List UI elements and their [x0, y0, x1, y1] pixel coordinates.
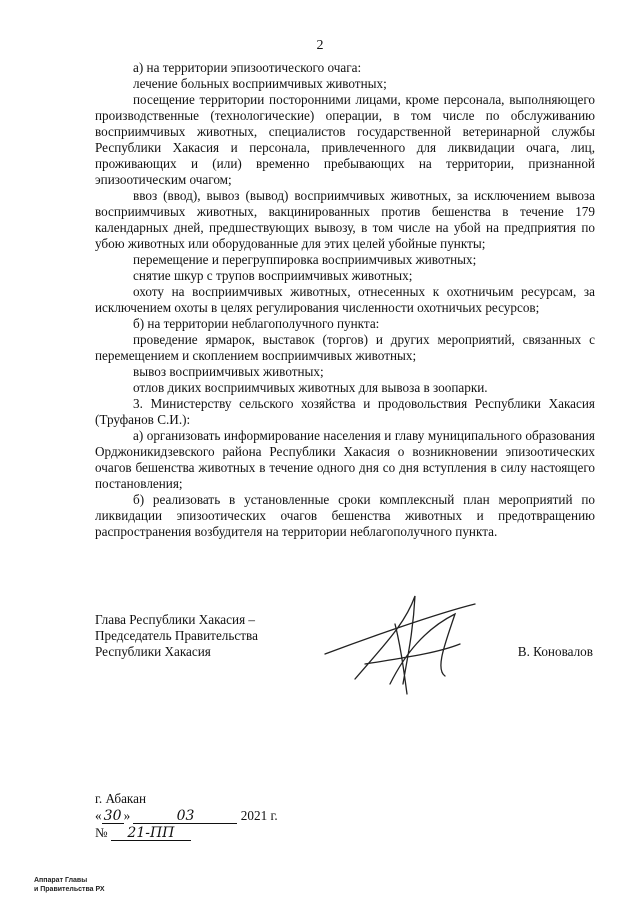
paragraph: лечение больных восприимчивых животных;	[133, 76, 387, 91]
document-footer	[95, 790, 278, 841]
signature-block	[95, 612, 595, 712]
signer-title-line: Республики Хакасия	[95, 644, 211, 659]
signer-title	[95, 612, 315, 660]
number-value: 21-ПП	[111, 826, 191, 841]
stamp-line: и Правительства РХ	[34, 886, 105, 893]
paragraph: перемещение и перегруппировка восприимчивых животных;	[133, 252, 477, 267]
paragraph: снятие шкур с трупов восприимчивых животных;	[133, 268, 413, 283]
stamp-line: Аппарат Главы	[34, 877, 88, 884]
paragraph: б) на территории неблагополучного пункта:	[133, 316, 380, 331]
document-body	[95, 60, 595, 540]
document-date	[95, 807, 278, 824]
paragraph: посещение территории посторонними лицами, кроме персонала, выполняющего производственные (технологические) операции, в том числе по обслуживанию восприимчивых животных, специалистов государственной ветеринарной службы Республики Хакасия и персонала, привлеченного для ликвидации очага, лиц, проживающих и (или) временно пребывающих на территории, признанной эпизоотическим очагом;	[95, 92, 595, 187]
paragraph: охоту на восприимчивых животных, отнесенных к охотничьим ресурсам, за исключением охоты в целях регулирования численности охотничьих ресурсов;	[95, 284, 595, 315]
document-number	[95, 824, 278, 841]
paragraph: а) организовать информирование населения и главу муниципального образования Орджоникидзевского района Республики Хакасия о возникновении эпизоотических очагов бешенства животных в течение одного дня со дня вступления в силу настоящего постановления;	[95, 428, 595, 491]
number-prefix: №	[95, 825, 108, 840]
signer-title-line: Глава Республики Хакасия –	[95, 612, 256, 627]
paragraph: проведение ярмарок, выставок (торгов) и других мероприятий, связанных с перемещением и скоплением восприимчивых животных;	[95, 332, 595, 363]
signer-title-line: Председатель Правительства	[95, 628, 258, 643]
paragraph: а) на территории эпизоотического очага:	[133, 60, 362, 75]
handwritten-signature	[295, 584, 495, 714]
signer-name: В. Коновалов	[517, 644, 593, 659]
paragraph: ввоз (ввод), вывоз (вывод) восприимчивых животных, за исключением вывоза восприимчивых животных, вакцинированных против бешенства в течение 179 календарных дней, предшествующих вывозу, в том числе на убой на предприятия по убою животных или оборудованные для этих целей убойные пункты;	[95, 188, 595, 251]
date-open-quote: «	[95, 808, 102, 823]
paragraph: отлов диких восприимчивых животных для вывоза в зоопарки.	[133, 380, 488, 395]
paragraph: б) реализовать в установленные сроки комплексный план мероприятий по ликвидации эпизоотических очагов бешенства животных и предотвращению распространения возбудителя на территории неблагополучного пункта.	[95, 492, 595, 539]
date-day: 30	[102, 809, 124, 824]
paragraph: 3. Министерству сельского хозяйства и продовольствия Республики Хакасия (Труфанов С.И.):	[95, 396, 595, 427]
paragraph: вывоз восприимчивых животных;	[133, 364, 324, 379]
date-close-quote: »	[123, 808, 131, 823]
date-year: 2021 г.	[240, 808, 278, 823]
date-month: 03	[133, 809, 237, 824]
page-number: 2	[316, 38, 324, 53]
city: г. Абакан	[95, 791, 147, 806]
office-stamp	[34, 876, 105, 894]
